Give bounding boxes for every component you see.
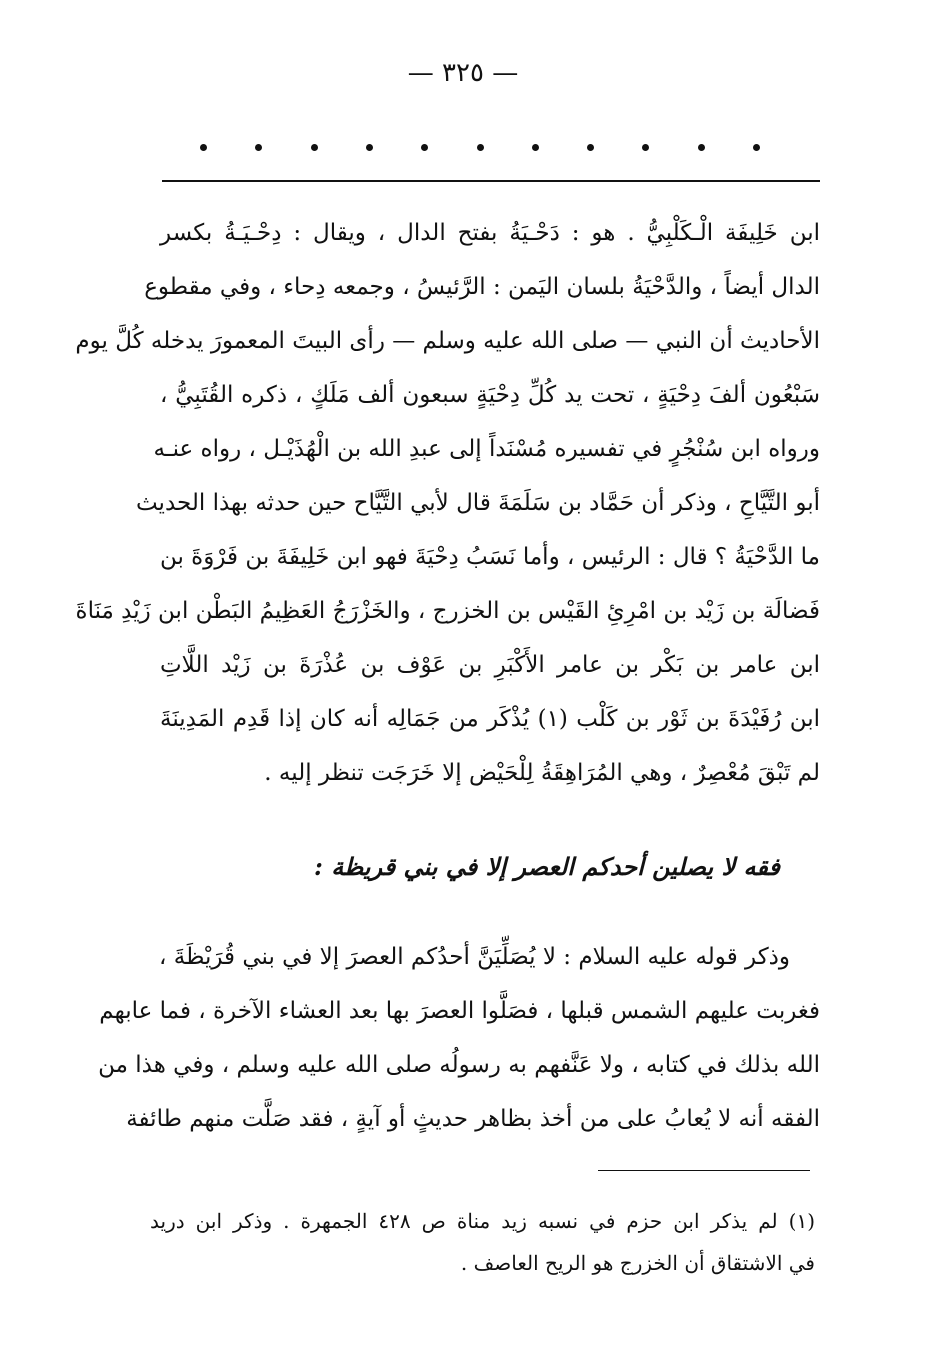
text-line: فَضالَة بن زَيْد بن امْرِئِ القَيْس بن الخزرج ، والخَزْرَجُ العَظِيمُ البَطْن ابن زَيْدِ مَنَاةَ (75, 598, 820, 624)
text-line: ورواه ابن سُنْجُرٍ في تفسيره مُسْنَداً إلى عبدِ الله بن الْهُذَيْـل ، رواه عنـه (153, 436, 820, 462)
text-line: ابن عامر بن بَكْر بن عامر الأَكْبَرِ بن عَوْف بن عُذْرَةَ بن زَيْد اللَّاتِ (160, 652, 820, 678)
text-line: الله بذلك في كتابه ، ولا عَنَّفهم به رسولُه صلى الله عليه وسلم ، وفي هذا من (98, 1052, 820, 1078)
text-line: الأحاديث أن النبي — صلى الله عليه وسلم — رأى البيتَ المعمورَ يدخله كُلَّ يوم (75, 328, 820, 354)
footnote-rule (598, 1170, 810, 1171)
section-heading: فقه لا يصلين أحدكم العصر إلا في بني قريظة : (314, 852, 780, 881)
page-number: — ٣٢٥ — (407, 58, 519, 88)
text-line: ابن رُفَيْدَةَ بن ثَوْر بن كَلْب (١) يُذْكَر من جَمَالِه أنه كان إذا قَدِم المَدِينَةَ (160, 706, 820, 732)
text-line: فغربت عليهم الشمس قبلها ، فصَلَّوا العصرَ بها بعد العشاء الآخرة ، فما عابهم (99, 998, 820, 1024)
text-line: ما الدَّحْيَةُ ؟ قال : الرئيس ، وأما نَسَبُ دِحْيَةَ فهو ابن خَلِيفَةَ بن فَرْوَةَ بن (159, 544, 820, 570)
section-text (98, 930, 820, 1146)
ornament-row (200, 144, 760, 151)
main-text (75, 206, 820, 800)
header-rule (162, 180, 820, 182)
text-line: لم تَبْقَ مُعْصِرٌ ، وهي المُرَاهِقَةُ لِلْحَيْض إلا خَرَجَت تنظر إليه . (264, 760, 820, 786)
ornament-dot (366, 144, 373, 151)
ornament-dot (753, 144, 760, 151)
ornament-dot (477, 144, 484, 151)
footnote (150, 1200, 815, 1284)
text-line: سَبْعُون ألفَ دِحْيَةٍ ، تحت يد كُلِّ دِحْيَةٍ سبعون ألف مَلَكٍ ، ذكره القُتَبِيُّ ، (160, 382, 820, 408)
ornament-dot (200, 144, 207, 151)
ornament-dot (255, 144, 262, 151)
ornament-dot (587, 144, 594, 151)
ornament-dot (642, 144, 649, 151)
text-line: الدال أيضاً ، والدَّحْيَةُ بلسان اليَمن : الرَّئيسُ ، وجمعه دِحاء ، وفي مقطوع (144, 274, 820, 300)
ornament-dot (421, 144, 428, 151)
text-line: ابن خَلِيفَة الْـكَلْبِيُّ . هو : دَحْـيَةُ بفتح الدال ، ويقال : دِحْـيَـةُ بكسر (160, 220, 820, 246)
footnote-line: (١) لم يذكر ابن حزم في نسبه زيد مناة ص ٤٢٨ الجمهرة . وذكر ابن دريد (150, 1209, 815, 1233)
text-line: أبو التَّيَّاحِ ، وذكر أن حَمَّاد بن سَلَمَةَ قال لأبي التَّيَّاح حين حدثه بهذا الحديث (135, 490, 820, 516)
text-line: الفقه أنه لا يُعابُ على من أخذ بظاهر حديثٍ أو آيةٍ ، فقد صَلَّت منهم طائفة (126, 1106, 820, 1132)
ornament-dot (698, 144, 705, 151)
footnote-line: في الاشتقاق أن الخزرج هو الريح العاصف . (460, 1251, 815, 1275)
ornament-dot (311, 144, 318, 151)
text-line: وذكر قوله عليه السلام : لا يُصَلِّيَنَّ أحدُكم العصرَ إلا في بني قُرَيْظَةَ ، (159, 944, 790, 970)
ornament-dot (532, 144, 539, 151)
